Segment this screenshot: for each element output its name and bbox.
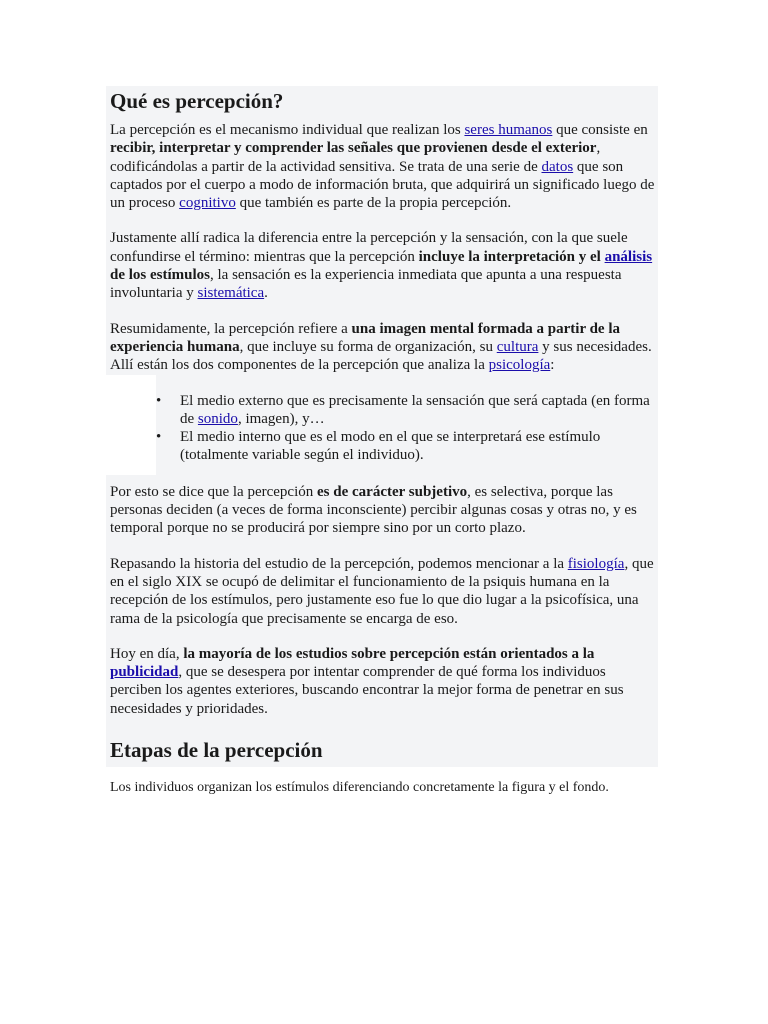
text-run: El medio interno que es el modo en el que se interpretará ese estímulo (totalmente variable según el individuo). (180, 429, 601, 464)
text-run: , codificándolas a partir de la actividad sensitiva. Se trata de una serie de (110, 140, 601, 175)
article (110, 86, 658, 797)
text-run: Resumidamente, la percepción refiere a (110, 320, 352, 337)
link-fisiología[interactable]: fisiología (567, 555, 625, 572)
list-item-interno (110, 428, 658, 465)
bold-text: la mayoría de los estudios sobre percepción están orientados a la (183, 645, 595, 662)
text-run: , que incluye su forma de organización, su (239, 338, 497, 355)
heading-etapas: Etapas de la percepción (110, 738, 323, 763)
text-run: , que en el siglo XIX se ocupó de delimitar el funcionamiento de la psiquis humana en la recepción de los estímulos, pero justamente eso fue lo que dio lugar a la psicofísica, una rama de la psicología que precisamente se encarga de eso. (110, 555, 654, 627)
bold-text: una imagen mental formada a partir de la experiencia humana (110, 320, 621, 355)
list-item-externo (110, 392, 658, 429)
paragraph-6 (110, 645, 658, 718)
list-block (110, 375, 658, 475)
link-seres-humanos[interactable]: seres humanos (464, 122, 553, 138)
text-run: que son captados por el cuerpo a modo de información bruta, que adquirirá un significado luego de un proceso (110, 158, 655, 212)
text-run: . (264, 285, 268, 302)
link-sistemática[interactable]: sistemática (197, 285, 265, 302)
link-cultura[interactable]: cultura (496, 338, 539, 355)
text-run: Repasando la historia del estudio de la percepción, podemos mencionar a la (110, 555, 568, 572)
link-datos[interactable]: datos (541, 158, 574, 175)
component-list (110, 392, 658, 465)
paragraph-2 (110, 229, 658, 302)
heading-que-es-percepcion: Qué es percepción? (110, 89, 284, 113)
text-run: La percepción es el mecanismo individual que realizan los (110, 122, 465, 138)
bold-text: de los estímulos (110, 267, 211, 284)
bullet-icon: • (156, 429, 162, 446)
paragraph-7 (110, 779, 658, 797)
paragraph-4 (110, 483, 658, 538)
link-psicología[interactable]: psicología (488, 357, 551, 374)
bullet-icon: • (156, 392, 162, 409)
paragraph-5 (110, 555, 658, 628)
bold-text: es de carácter subjetivo (317, 483, 468, 500)
shaded-section-2 (106, 475, 658, 767)
text-run: que consiste en (552, 122, 648, 138)
link-publicidad[interactable]: publicidad (110, 664, 179, 681)
paragraph-3 (110, 320, 658, 375)
text-run: , la sensación es la experiencia inmediata que apunta a una respuesta involuntaria y (110, 267, 622, 302)
text-run: , que se desespera por intentar comprender de qué forma los individuos perciben los agentes exteriores, buscando encontrar la mejor forma de penetrar en sus necesidades y prioridades. (110, 664, 624, 717)
text-run: , imagen), y… (237, 410, 325, 427)
link-análisis[interactable]: análisis (604, 248, 653, 265)
text-run: Hoy en día, (110, 645, 184, 662)
text-run: y sus necesidades. Allí están los dos componentes de la percepción que analiza la (110, 338, 652, 374)
text-run: El medio externo que es precisamente la sensación que será captada (en forma de (180, 392, 650, 427)
text-run: Justamente allí radica la diferencia entre la percepción y la sensación, con la que suele confundirse el término: mientras que la percepción (110, 230, 628, 265)
link-sonido[interactable]: sonido (197, 410, 238, 427)
text-run: Por esto se dice que la percepción (110, 483, 318, 500)
bold-text: recibir, interpretar y comprender las señales que provienen desde el exterior (110, 140, 597, 157)
paragraph-1 (110, 121, 658, 212)
text-run: que también es parte de la propia percepción. (235, 195, 512, 212)
link-cognitivo[interactable]: cognitivo (179, 195, 236, 212)
text-run: , es selectiva, porque las personas deciden (a veces de forma inconsciente) percibir algunas cosas y otras no, y es temporal porque no se producirá por siempre sino por un corto plazo. (110, 483, 637, 537)
shaded-section (106, 86, 658, 375)
text-run: : (550, 357, 555, 374)
text-run: Los individuos organizan los estímulos diferenciando concretamente la figura y el fondo. (110, 780, 609, 796)
bold-text: incluye la interpretación y el (418, 248, 605, 265)
